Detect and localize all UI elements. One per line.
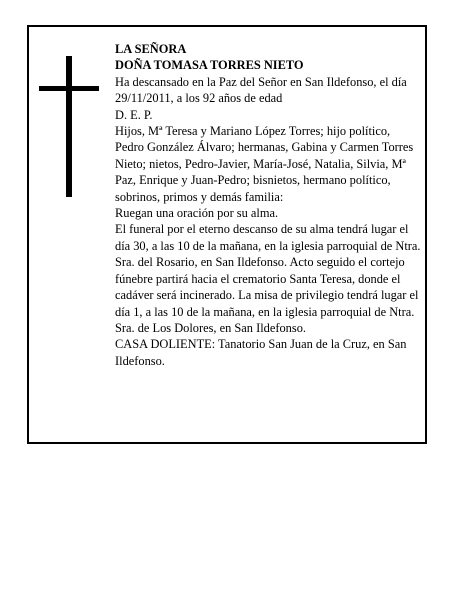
mourning-house: CASA DOLIENTE: Tanatorio San Juan de la Cruz, en San Ildefonso. [115,337,407,368]
cross-icon [66,56,72,197]
funeral-text: El funeral por el eterno descanso de su alma tendrá lugar el día 30, a las 10 de la mañana, en la iglesia parroquial de Ntra. Sra. del Rosario, en San Ildefonso. [115,222,421,270]
cortege-text: Acto seguido el cortejo fúnebre partirá hacia el crematorio Santa Teresa, donde el cadáver será incinerado. [115,255,405,303]
prayer-request: Ruegan una oración por su alma. [115,206,279,221]
title-line: LA SEÑORA [115,42,187,56]
death-notice: Ha descansado en la Paz del Señor en San Ildefonso, el día 29/11/2011, a los 92 años de edad [115,74,407,106]
mass-text: La misa de privilegio tendrá lugar el día 1, a las 10 de la mañana, en la iglesia parroquial de Ntra. Sra. de Los Dolores, en San Ildefonso. [115,288,419,335]
funeral-details [115,221,421,336]
obituary-text [115,41,421,369]
family-list: Hijos, Mª Teresa y Mariano López Torres; hijo político, Pedro González Álvaro; hermanas, Gabina y Carmen Torres Nieto; nietos, Pedro-Javier, María-José, Natalia, Silvia, Mª Paz, Enrique y Juan-Pedro; bisnietos, hermano político, sobrinos, primos y demás familia: [115,124,414,204]
deceased-name: DOÑA TOMASA TORRES NIETO [115,58,304,73]
rip-line: D. E. P. [115,107,153,122]
obituary-notice [27,25,427,444]
cross-icon-bar [39,86,99,91]
